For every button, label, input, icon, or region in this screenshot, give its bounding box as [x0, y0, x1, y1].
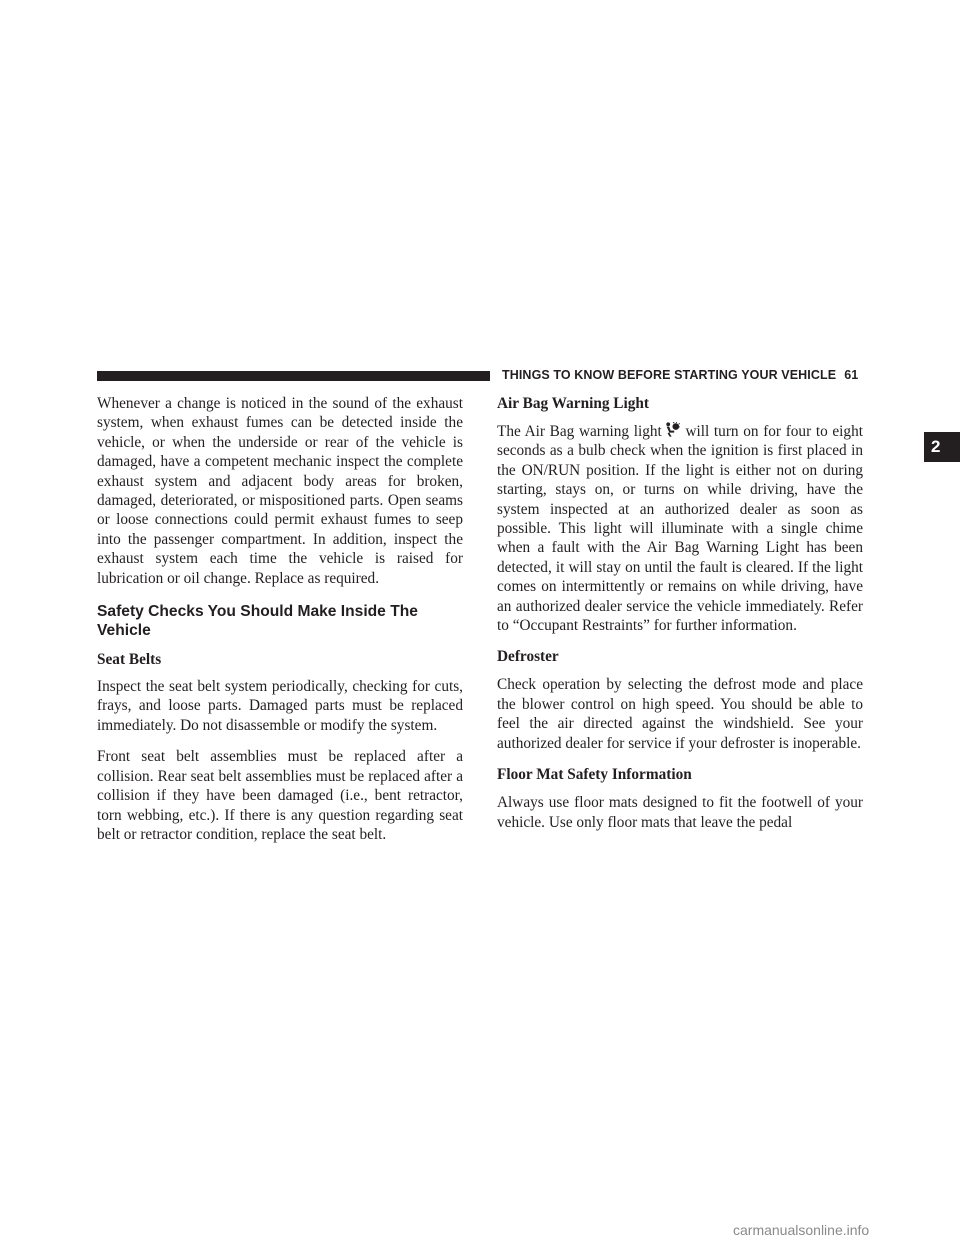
- air-bag-text-end: will turn on for four to eight seconds as a bulb check when the ignition is first placed in the ON/RUN position. If the light is either not on during starting, stays on, or turns on while driving, have the system inspected at an authorized dealer as soon as possible. This light will illuminate with a single chime when a fault with the Air Bag Warning Light has been detected, it will stay on until the fault is cleared. If the light comes on intermittently or remains on while driving, have an authorized dealer service the vehicle immediately. Refer to “Occupant Restraints” for further information.: [497, 423, 863, 635]
- seat-belts-heading: Seat Belts: [97, 651, 162, 669]
- seat-belts-paragraph-2: Front seat belt assemblies must be replaced after a collision. Rear seat belt assemblies must be replaced after a collision if they have been damaged (i.e., bent retractor, torn webbing, etc.). If there is any question regarding seat belt or retractor condition, replace the seat belt.: [97, 748, 463, 843]
- defroster-heading: Defroster: [497, 648, 559, 666]
- air-bag-heading: Air Bag Warning Light: [497, 395, 650, 412]
- exhaust-paragraph: Whenever a change is noticed in the sound of the exhaust system, when exhaust fumes can be detected inside the vehicle, or when the underside or rear of the vehicle is damaged, have a competent mechanic inspect the complete exhaust system and adjacent body areas for broken, damaged, deteriorated, or mispositioned parts. Open seams or loose connections could permit exhaust fumes to seep into the passenger compartment. In addition, inspect the exhaust system each time the vehicle is raised for lubrication or oil change. Replace as required.: [97, 395, 463, 587]
- seat-belts-paragraph-1: Inspect the seat belt system periodically, checking for cuts, frays, and loose parts. Damaged parts must be replaced immediately. Do not disassemble or modify the system.: [97, 678, 463, 734]
- section-heading: Safety Checks You Should Make Inside The Vehicle: [97, 603, 418, 640]
- page-number: 61: [844, 368, 859, 382]
- running-header: [502, 368, 858, 382]
- header-rule: [97, 371, 490, 381]
- chapter-tab[interactable]: 2: [924, 432, 960, 462]
- floor-mat-heading: Floor Mat Safety Information: [497, 766, 692, 784]
- air-bag-text-start: The Air Bag warning light: [497, 423, 662, 440]
- left-column: [97, 394, 463, 856]
- defroster-paragraph: Check operation by selecting the defrost mode and place the blower control on high speed. You should be able to feel the air directed against the windshield. See your authorized dealer for service if your defroster is inoperable.: [497, 676, 863, 752]
- air-bag-paragraph: [497, 422, 863, 635]
- floor-mat-paragraph: Always use floor mats designed to fit the footwell of your vehicle. Use only floor mats that leave the pedal: [497, 794, 863, 831]
- air-bag-warning-icon: [664, 422, 680, 437]
- watermark: carmanualsonline.info: [733, 1222, 870, 1238]
- section-title: THINGS TO KNOW BEFORE STARTING YOUR VEHICLE: [502, 368, 837, 382]
- right-column: [497, 394, 863, 844]
